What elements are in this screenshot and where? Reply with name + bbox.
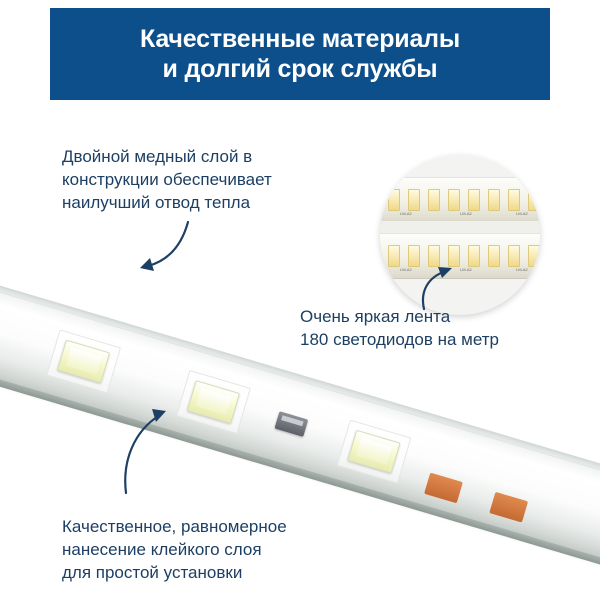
inset-chip-label: LM-A2	[516, 211, 528, 216]
mini-led	[388, 189, 400, 211]
banner-title-line-1: Качественные материалы	[139, 24, 460, 53]
mini-led	[428, 245, 440, 267]
callout-adhesive-line-3: для простой установки	[62, 563, 243, 583]
mini-led	[528, 245, 540, 267]
header-banner	[50, 8, 550, 100]
callout-adhesive-line-1: Качественное, равномерное	[62, 517, 287, 536]
banner-title-line-2: и долгий срок службы	[162, 55, 438, 83]
callout-brightness-line-2: 180 светодиодов на метр	[300, 330, 500, 350]
inset-chip-label: LM-A2	[460, 267, 472, 272]
mini-led	[428, 189, 440, 211]
mini-led	[448, 245, 460, 267]
inset-chip-label: LM-A2	[460, 211, 472, 216]
mini-led	[448, 189, 460, 211]
arrow-brightness-icon	[416, 265, 476, 313]
copper-contact-pad	[424, 473, 463, 504]
inset-chip-label: LM-A2	[400, 211, 412, 216]
resistor-component	[274, 411, 308, 437]
mini-led	[468, 189, 480, 211]
mini-led	[408, 189, 420, 211]
mini-led	[488, 189, 500, 211]
copper-contact-pad	[489, 492, 528, 523]
callout-adhesive	[62, 515, 287, 584]
callout-copper-line-2: конструкции обеспечивает	[62, 170, 272, 190]
product-photo-stage	[0, 100, 600, 600]
arrow-adhesive-icon	[120, 405, 190, 497]
mini-led	[468, 245, 480, 267]
callout-copper-line-1: Двойной медный слой в	[62, 147, 253, 166]
mini-led	[528, 189, 540, 211]
mini-led	[488, 245, 500, 267]
arrow-copper-icon	[130, 218, 200, 278]
inset-chip-label: LM-A2	[400, 267, 412, 272]
callout-brightness-line-1: Очень яркая лента	[300, 307, 451, 326]
callout-adhesive-line-2: нанесение клейкого слоя	[62, 540, 262, 560]
mini-led	[408, 245, 420, 267]
inset-strip-gap	[380, 221, 540, 233]
callout-copper-line-3: наилучший отвод тепла	[62, 193, 251, 213]
mini-led	[508, 189, 520, 211]
mini-led	[508, 245, 520, 267]
callout-copper-layer	[62, 145, 272, 214]
inset-chip-label: LM-A2	[516, 267, 528, 272]
inset-strip-top	[380, 177, 540, 223]
mini-led	[388, 245, 400, 267]
